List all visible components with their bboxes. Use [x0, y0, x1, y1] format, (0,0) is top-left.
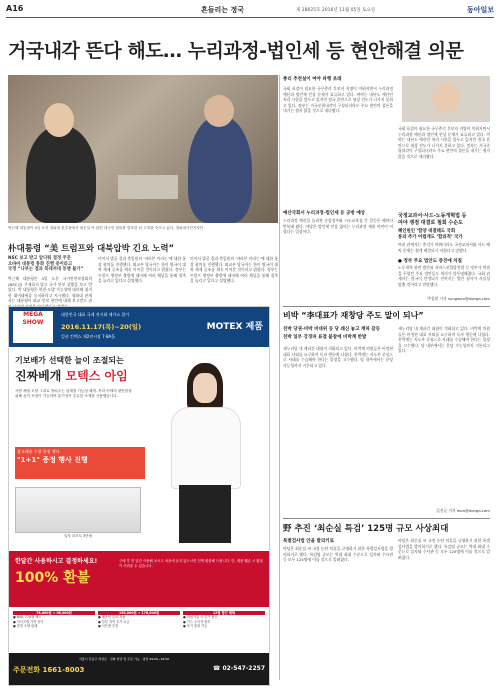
right-lower-byline: 길진균 기자 leon@donga.com: [436, 508, 490, 513]
price-line: ● 회원가입 시 추가 할인: [183, 615, 218, 620]
right-body-3: 여권 관계자는 총리가 바뀌더라도 국정교과서와 사드 배치 문제는 쉽게 해결되기 어렵다고 말했다.: [398, 242, 490, 253]
ad-brand: MOTEX 제품: [206, 322, 263, 332]
price-line: ● 800, 770엔 세트: [13, 615, 42, 620]
price-cell: [98, 611, 180, 629]
ad-refund-title: 한달간 사용하시고 결정하세요!: [15, 558, 98, 565]
sub-tagline-2: 오바마 대통령 통화 진행 중이라고: [8, 261, 73, 267]
price-line: ● 일부 지역 추가 요금: [98, 619, 130, 624]
right-sub-head-3: 혜인원인 ‘함양 대결해도 국회: [398, 229, 456, 234]
bottom-article-tag: 특별검사법 안을 발의키로: [283, 539, 334, 544]
right-kicker: 총리 추천설이 여야 파행 초래: [283, 77, 342, 82]
person-left-face-icon: [44, 103, 74, 137]
right-lower-body-2: 새누리당 내 계파간 대립이 격화되고 있다. 비박계 의원들은 이정현 대표 사퇴를 요구하며 독자 행동에 나섰다. 친박계는 지도부 중심으로 사태를 수습해야 한다는 입장을 고수했다. 당 내부에서는 분당 가능성까지 거론되고 있다.: [398, 326, 490, 354]
ad-description: 사람 체형 모양 그대로 받쳐주는 입체형 기능성 베개. 목과 어깨의 편안함을 위해 높이 조절이 가능하며 통기성이 우수한 소재를 사용했습니다.: [15, 389, 132, 399]
price-header: 156,000원 → 176,000원: [98, 611, 180, 615]
right-sub-head-4: 통과 추가 어렵게도 ‘합리적’ 국가: [398, 235, 463, 240]
bullet-head: 예산국회서 누리과정-법인세 등 공방 예상: [283, 211, 366, 216]
model-shirt-icon: [171, 407, 241, 489]
right-lower-tag-1: 친박 당권-비박 비대위 등 당 쇄신 놓고 계파 갈등: [283, 327, 380, 332]
person-right-face-icon: [204, 95, 234, 127]
price-line: ● 한정 수량 판매: [13, 624, 38, 629]
person-left-icon: [26, 125, 96, 223]
sub-tagline-1: NSC 보고 받고 앞다퉈 결정 주문: [8, 256, 71, 261]
author-face-icon: [432, 82, 460, 114]
ad-venue: 일산 킨텍스 제2전시장 7·8A홀: [61, 334, 116, 339]
section-title: 흔들리는 정국: [201, 6, 245, 14]
ad-bottom-note: 서울시 강남구 역삼로 · 전화 상담 및 주문 가능 · 평일 09:00~18:00: [79, 657, 170, 661]
ad-offer-box[interactable]: [15, 447, 145, 479]
price-line: ● 배송비 무료 적용: [98, 615, 126, 620]
ad-head-big: [15, 367, 128, 384]
page-header: [6, 3, 494, 18]
left-body-text: 박근혜 대통령은 4일 오후 국가안전보장회의(NSC)를 주재하지 않고 국가 안보 상황을 보고 받았다. 박 대통령은 북한 도발 가능성에 대비해 철저한 대비태세를 유지하라고 지시했다. 청와대 관계자는 대통령이 외교 안보 현안에 대해 보고받고 관: [8, 276, 92, 304]
ad-bottom-bar: [9, 653, 269, 685]
ad-offer-big: "1+1" 증정 행사 진행: [17, 456, 88, 464]
person-right-icon: [188, 115, 252, 223]
sub-headline: 朴대통령 “美 트럼프와 대북압박 긴요 노력”: [8, 244, 175, 254]
price-header: 12월 할인 해택: [183, 611, 265, 615]
bottom-article-head: 野 추진 ‘최순실 특검’ 125명 규모 사상최대: [283, 524, 449, 534]
ad-refund-desc: 구매 후 한 달간 사용해 보시고 마음에 들지 않으시면 전액 환불해 드립니다. 단, 제품 훼손 시 환불이 어려울 수 있습니다.: [119, 559, 263, 568]
issue-info: 제 28625호 2016년 11월 05일 토요일: [296, 8, 376, 13]
section-divider-2: [283, 518, 490, 519]
ad-refund-banner: [9, 551, 269, 607]
price-line: ● 사은품 증정: [98, 624, 119, 629]
mid-body-text-1: 이어서 발굴 결과 측입원의 ‘바라본 이라는’에 대한 통상 협의를 진행했다. 외교부 당국자는 한미 양국이 대북 제재 공조를 계속 이어갈 것이라고 밝혔다. 정부는 트럼프 행정부 출범에 대비해 여러 채널을 통해 접촉을 늘리고 있다고 설명했다.: [98, 256, 186, 284]
right-lower-taglines: [283, 326, 393, 340]
sub-tagline-3: 국정 “나부는 결과 북대저대 동맹 불가”: [8, 267, 84, 273]
ad-top-banner: [9, 307, 269, 347]
right-body-4: 노동개혁 관련 법안과 서비스산업발전법 등 정부가 역점을 두었던 주요 법안들도 처리가 불투명해졌다. 국회 관계자는 정국이 안정되기 전까지는 법안 심사가 사실상 멈출 것이라고 전망했다.: [398, 265, 490, 287]
price-cell: [13, 611, 95, 629]
ad-head-big-prefix: 진짜베개: [15, 369, 66, 383]
advertisement[interactable]: [8, 306, 270, 686]
ad-date: 2016.11.17(목)~20(일): [61, 323, 142, 331]
ad-body: [9, 347, 269, 547]
model-face-icon: [193, 373, 217, 403]
mid-body-text-2: 이어서 발굴 결과 측입원의 ‘바라본 이라는’에 대한 통상 협의를 진행했다. 외교부 당국자는 한미 양국이 대북 제재 공조를 계속 이어갈 것이라고 밝혔다. 정부는 트럼프 행정부 출범에 대비해 여러 채널을 통해 접촉을 늘리고 있다고 설명했다.: [190, 256, 278, 284]
price-line: ● 사이즈별 가격 상이: [13, 619, 44, 624]
right-mini-head: ● 정부 주요 법안도 증진에 차질: [398, 259, 462, 264]
model-pants-icon: [179, 485, 231, 543]
right-sub-head-1: 국정교과서·사드-노동개혁법 등: [398, 213, 467, 219]
price-header: 76,000원 → 96,000원: [13, 611, 95, 615]
right-body-1b: 국회 표결이 필요한 국무총리 후보자 지명이 미뤄지면서 누리과정 예산과 법인세 인상 문제가 표류하고 있다. 여야는 내년도 예산안 처리 시한을 앞두고 있지만 정국 혼란으로 협상 진도가 나가지 못하고 있다. 정부는 거국중립내각이 구성되더라도 주요 현안의 결론을 내기는 쉽지 않을 것으로 내다봤다.: [398, 126, 490, 159]
model-image: [149, 353, 261, 543]
ad-price-table: [13, 611, 265, 651]
bottom-article-body-1: 야당은 최순실 씨 국정 농단 의혹을 규명하기 위한 특별검사법을 발의하기로 했다. 특검팀 규모는 역대 최대 수준으로 검사와 수사관 등 모두 125명에 이를 것으로 알려졌다.: [283, 546, 393, 563]
ad-head-big-brand: 모텍스 아임: [65, 369, 128, 383]
right-lower-tag-2: 친박 일부 강경파 표결 불참에 비박계 반발: [283, 335, 367, 340]
mega-show-logo: MEGA SHOW: [13, 311, 53, 343]
page-number: A16: [6, 4, 24, 13]
section-divider: [283, 306, 490, 307]
price-line: ● 조기 품절 가능: [183, 624, 208, 629]
ad-offer-label: 참고배송 수량 한정 행사: [17, 449, 60, 454]
photo-caption: 박근혜 대통령이 4일 오전 청와대 춘추관에서 최순실 씨 관련 대국민 담화를 발표한 뒤 고개를 숙이고 있다. 청와대사진기자단: [8, 226, 204, 230]
author-photo: [402, 76, 490, 122]
price-line: ● 카드 무이자 할부: [183, 619, 211, 624]
right-body-1: 국회 표결이 필요한 국무총리 후보자 지명이 미뤄지면서 누리과정 예산과 법인세 인상 문제가 표류하고 있다. 여야는 내년도 예산안 처리 시한을 앞두고 있지만 정국 혼란으로 협상 진도가 나가지 못하고 있다. 정부는 거국중립내각이 구성되더라도 주요 현안의 결론을 내기는 쉽지 않을 것으로 내다봤다.: [283, 86, 393, 114]
right-byline: 박성원 기자 sungwon@donga.com: [427, 296, 490, 301]
order-phone[interactable]: 주문전화 1661-8003: [13, 666, 85, 674]
ad-refund-big: 100% 환불: [15, 570, 91, 586]
bottom-article-body-2: 야당은 최순실 씨 국정 농단 의혹을 규명하기 위한 특별검사법을 발의하기로 했다. 특검팀 규모는 역대 최대 수준으로 검사와 수사관 등 모두 125명에 이를 것으로 알려졌다.: [398, 538, 490, 560]
column-divider: [279, 75, 280, 680]
right-lower-body-1: 새누리당 내 계파간 대립이 격화되고 있다. 비박계 의원들은 이정현 대표 사퇴를 요구하며 독자 행동에 나섰다. 친박계는 지도부 중심으로 사태를 수습해야 한다는 입장을 고수했다. 당 내부에서는 분당 가능성까지 거론되고 있다.: [283, 346, 393, 368]
price-cell: [183, 611, 265, 629]
main-photo: [8, 75, 278, 223]
right-sub-head-2: 여야 쟁점 대결로 철회 수순도: [398, 220, 463, 226]
order-phone-2[interactable]: ☎ 02-547-2257: [212, 665, 265, 672]
ad-line1: 대한민국 대표 국제 전시회 메가쇼 참가: [61, 312, 130, 317]
main-headline: 거국내각 뜬다 해도… 누리과정-법인세 등 현안해결 의문: [8, 40, 464, 62]
right-lower-head: 비박 “李대표가 재창당 주도 말이 되나”: [283, 311, 424, 320]
table-icon: [118, 175, 178, 199]
mattress-image: [15, 487, 141, 538]
ad-head-small: 기보배가 선택한 늘이 조절되는: [15, 356, 124, 365]
right-sub-heads: [398, 212, 490, 240]
sub-tagline-block: [8, 256, 92, 273]
mattress-label: 일자 리조트 3단형: [63, 534, 93, 538]
newspaper-logo: 동아일보: [466, 6, 494, 14]
right-body-2: 누리과정 예산을 둘러싼 중앙정부와 시도교육청 간 갈등은 해마다 반복돼 왔다. 야당은 법인세 인상 없이는 누리과정 재원 마련이 어렵다는 입장이다.: [283, 218, 393, 235]
